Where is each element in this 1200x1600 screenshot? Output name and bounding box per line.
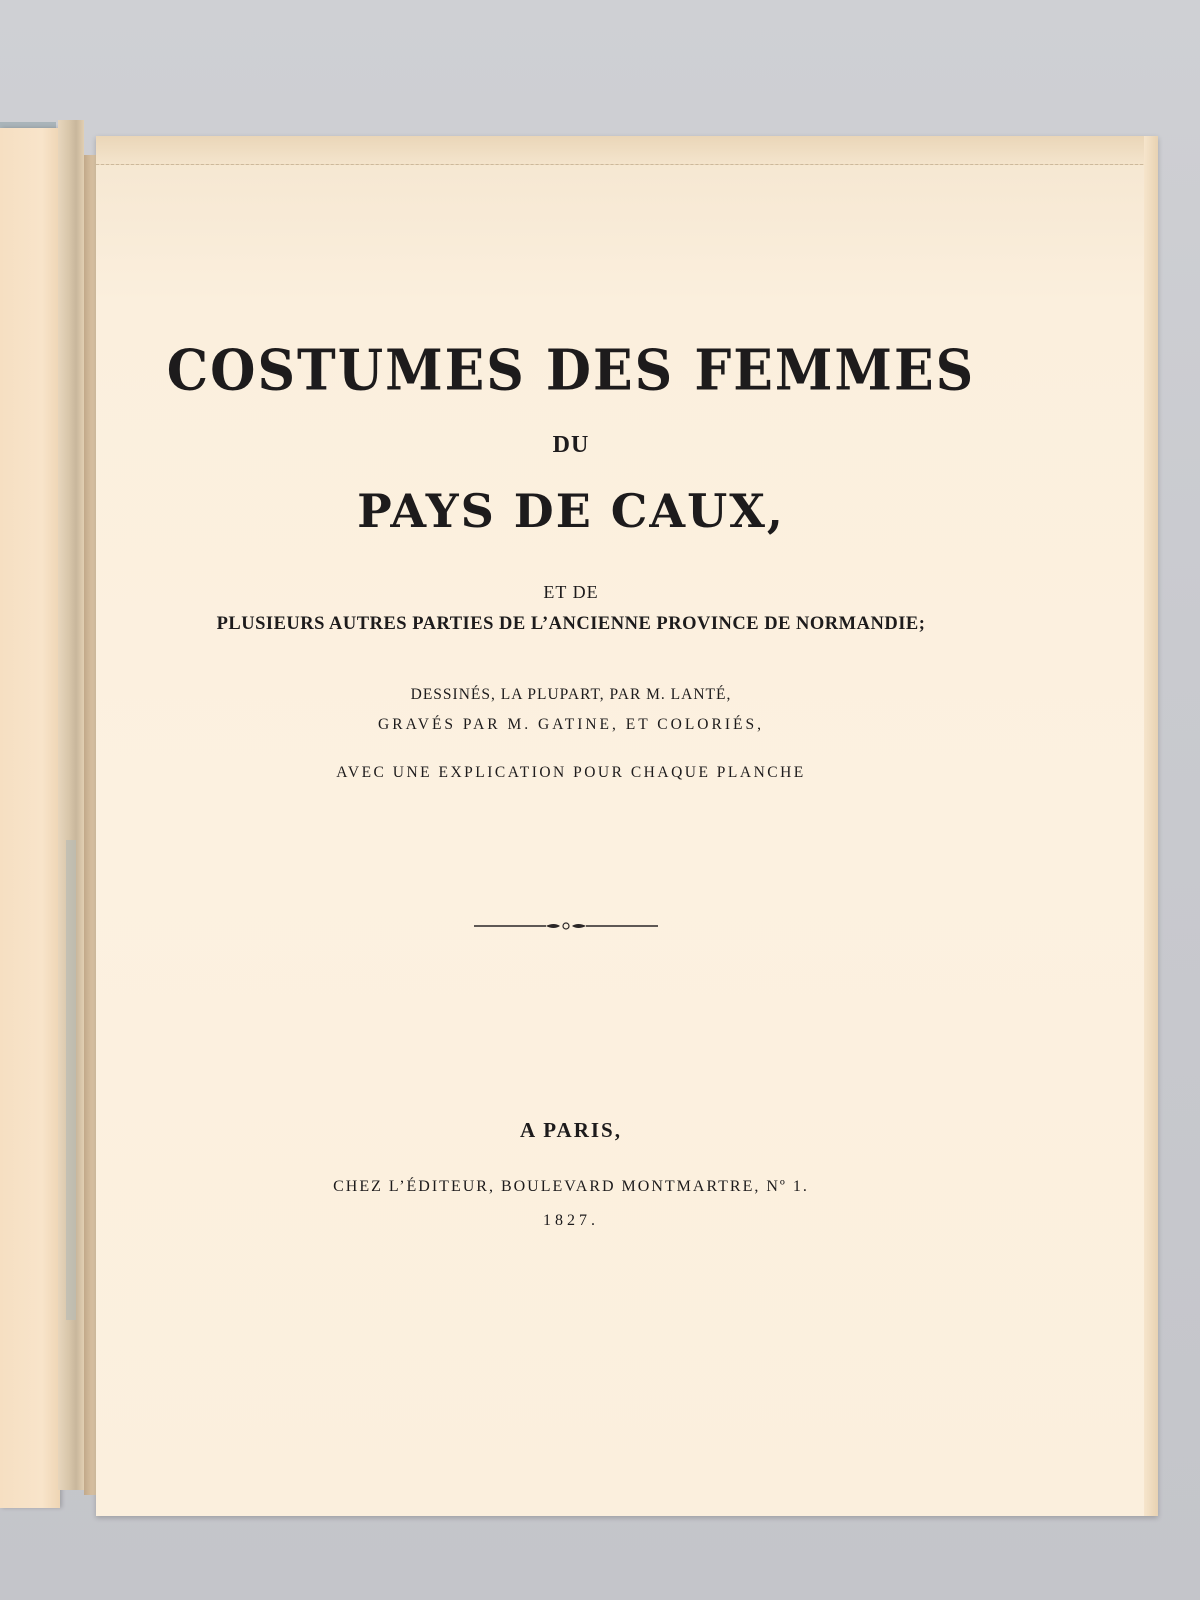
imprint-place: A PARIS, bbox=[520, 1118, 622, 1142]
subtitle-connector: ET DE bbox=[543, 582, 599, 602]
credit-explanation: AVEC UNE EXPLICATION POUR CHAQUE PLANCHE bbox=[336, 764, 806, 781]
title-connector: DU bbox=[552, 432, 590, 458]
credit-drawn-by: DESSINÉS, LA PLUPART, PAR M. LANTÉ, bbox=[410, 686, 732, 703]
spine-binding-band bbox=[66, 840, 76, 1320]
ornamental-rule-icon bbox=[474, 920, 658, 932]
page-fore-edge bbox=[1144, 136, 1158, 1516]
imprint-publisher: CHEZ L’ÉDITEUR, BOULEVARD MONTMARTRE, Nº 1. bbox=[333, 1178, 809, 1195]
subtitle: PLUSIEURS AUTRES PARTIES DE L’ANCIENNE PROVINCE DE NORMANDIE; bbox=[216, 614, 926, 634]
page-top-edge bbox=[96, 136, 1158, 165]
title-region: PAYS DE CAUX, bbox=[357, 484, 785, 538]
title-main: COSTUMES DES FEMMES bbox=[166, 337, 976, 404]
book-spine bbox=[58, 120, 84, 1490]
credit-engraved-by: GRAVÉS PAR M. GATINE, ET COLORIÉS, bbox=[378, 716, 764, 733]
previous-leaf bbox=[0, 128, 60, 1508]
imprint-year: 1827. bbox=[543, 1212, 599, 1229]
